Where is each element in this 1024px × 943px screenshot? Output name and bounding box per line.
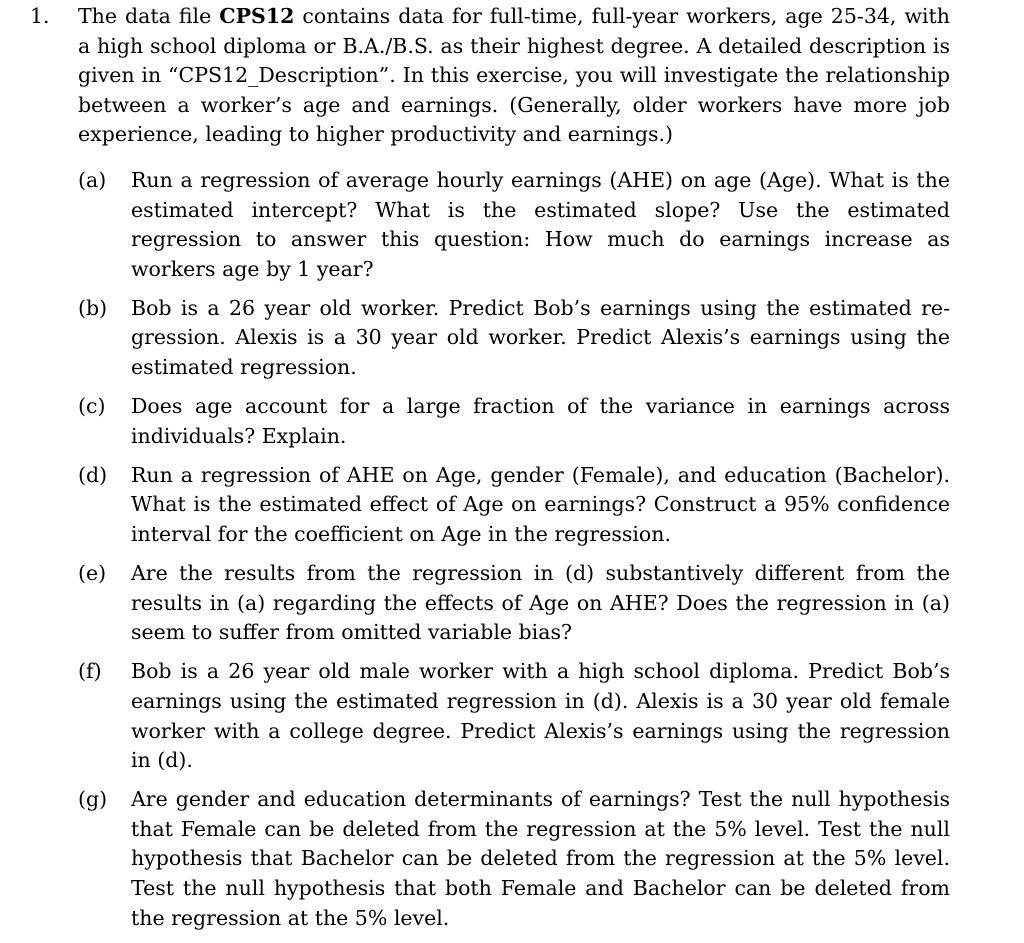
part-b	[78, 294, 950, 383]
part-text: Are gender and education determinants of earnings? Test the null hypothesis that Female can be deleted from the regression at the 5% level. Test the null hypothesis that Bachelor can be deleted from the regression at the 5% level. Test the null hypothesis that both Female and Bachelor can be deleted from the regression at the 5% level.	[131, 787, 950, 930]
part-g	[78, 785, 950, 933]
problem-number: 1.	[30, 4, 50, 28]
part-text: Does age account for a large fraction of the variance in earnings across individuals? Explain.	[131, 394, 950, 448]
dataset-name: CPS12	[219, 4, 295, 28]
part-label: (g)	[78, 787, 108, 812]
intro-text-rest: contains data for full-time, full-year workers, age 25-34, with a high school diploma or B.A./B.S. as their highest degree. A detailed description is given in “CPS12_Description”. In this exercise, you will investigate the relationship between a worker’s age and earnings. (Generally, older workers have more job experience, leading to higher productivity and earnings.)	[78, 4, 950, 147]
problem-intro	[78, 2, 950, 150]
part-f	[78, 657, 950, 775]
part-c	[78, 392, 950, 451]
part-label: (b)	[78, 295, 108, 320]
part-d	[78, 461, 950, 550]
part-text: Bob is a 26 year old worker. Predict Bob’s earnings using the estimated regression. Alexis is a 30 year old worker. Predict Alexis’s earnings using the estimated regression.	[131, 295, 950, 380]
part-label: (e)	[78, 561, 107, 586]
part-text: Run a regression of average hourly earnings (AHE) on age (Age). What is the estimated intercept? What is the estimated slope? Use the estimated regression to answer this question: How much do earnings increase as workers age by 1 year?	[131, 168, 950, 281]
part-label: (c)	[78, 394, 106, 419]
part-text: Bob is a 26 year old male worker with a high school diploma. Predict Bob’s earnings using the estimated regression in (d). Alexis is a 30 year old female worker with a college degree. Predict Alexis’s earnings using the regression in (d).	[131, 659, 950, 773]
intro-text-start: The data file	[78, 4, 220, 28]
part-label: (d)	[78, 462, 108, 487]
part-text: Run a regression of AHE on Age, gender (Female), and education (Bachelor). What is the estimated effect of Age on earnings? Construct a 95% confidence interval for the coefficient on Age in the regression.	[131, 462, 950, 547]
problem-parts	[78, 166, 950, 943]
part-label: (f)	[78, 659, 102, 684]
part-e	[78, 559, 950, 648]
part-a	[78, 166, 950, 284]
part-text: Are the results from the regression in (d) substantively different from the results in (a) regarding the effects of Age on AHE? Does the regression in (a) seem to suffer from omitted variable bias?	[131, 561, 950, 645]
part-label: (a)	[78, 168, 107, 192]
